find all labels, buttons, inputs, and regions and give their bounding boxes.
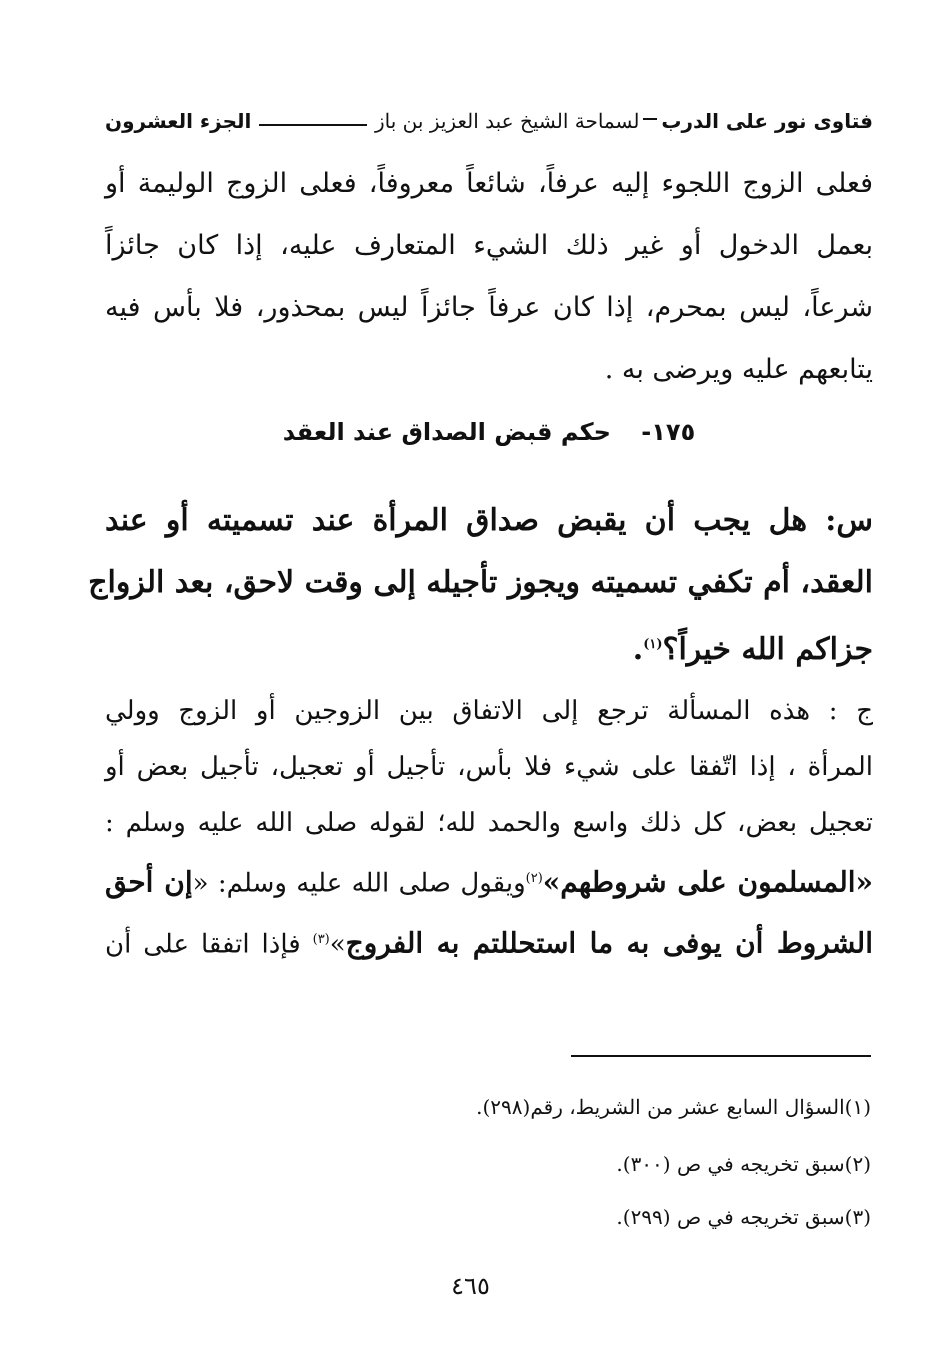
question-line: العقد، أم تكفي تسميته ويجوز تأجيله إلى وقت لاحق، بعد الزواج (88, 565, 873, 600)
quote-close: » (329, 929, 346, 960)
footnote-ref: (٢) (525, 871, 543, 886)
page-number: ٤٦٥ (451, 1272, 490, 1300)
author-name: لسماحة الشيخ عبد العزيز بن باز (375, 109, 640, 133)
header-rule (259, 124, 367, 126)
header-dash (643, 118, 657, 120)
footnote-ref: (٣) (312, 931, 330, 947)
answer-paragraph (105, 683, 873, 972)
section-number: ١٧٥- (641, 418, 696, 446)
answer-line: تعجيل بعض، كل ذلك واسع والحمد لله؛ لقوله صلى الله عليه وسلم : (105, 808, 873, 838)
question-paragraph (88, 490, 873, 681)
section-title: حكم قبض الصداق عند العقد (282, 418, 611, 446)
book-title: فتاوى نور على الدرب (661, 109, 873, 133)
answer-text: ويقول صلى الله عليه وسلم: « (192, 868, 526, 899)
question-line-last (105, 614, 873, 681)
text-line: شرعاً، ليس بمحرم، إذا كان عرفاً جائزاً ليس بمحذور، فلا بأس فيه (105, 292, 873, 323)
footnote: (١)السؤال السابع عشر من الشريط، رقم(٢٩٨). (476, 1095, 871, 1119)
text-line: يتابعهم عليه ويرضى به . (604, 354, 873, 385)
hadith-quote: الشروط أن يوفى به ما استحللتم به الفروج (345, 926, 873, 960)
intro-paragraph (105, 153, 873, 401)
footnote-ref: (١) (643, 637, 663, 652)
text-line: فعلى الزوج اللجوء إليه عرفاً، شائعاً معروفاً، فعلى الزوج الوليمة أو (105, 168, 873, 199)
answer-line (105, 851, 873, 912)
answer-line: المرأة ، إذا اتّفقا على شيء فلا بأس، تأجيل أو تعجيل، تأجيل بعض أو (105, 752, 873, 782)
answer-text: فإذا اتفقا على أن (105, 929, 313, 960)
section-heading (105, 418, 873, 446)
part-title: الجزء العشرون (105, 109, 252, 133)
answer-line: ج : هذه المسألة ترجع إلى الاتفاق بين الزوجين أو الزوج وولي (105, 696, 873, 726)
question-line: س: هل يجب أن يقبض صداق المرأة عند تسميته أو عند (105, 503, 873, 538)
question-end: . (632, 632, 644, 667)
answer-line (105, 912, 873, 973)
running-header (105, 103, 873, 139)
footnote: (٣)سبق تخريجه في ص (٢٩٩). (616, 1205, 871, 1229)
question-text: جزاكم الله خيراً؟ (662, 632, 873, 667)
hadith-quote: إن أحق (105, 865, 193, 899)
footnote: (٢)سبق تخريجه في ص (٣٠٠). (616, 1152, 871, 1176)
footnote-separator (571, 1055, 871, 1057)
hadith-quote: «المسلمون على شروطهم» (542, 865, 874, 899)
text-line: بعمل الدخول أو غير ذلك الشيء المتعارف عليه، إذا كان جائزاً (105, 230, 873, 261)
